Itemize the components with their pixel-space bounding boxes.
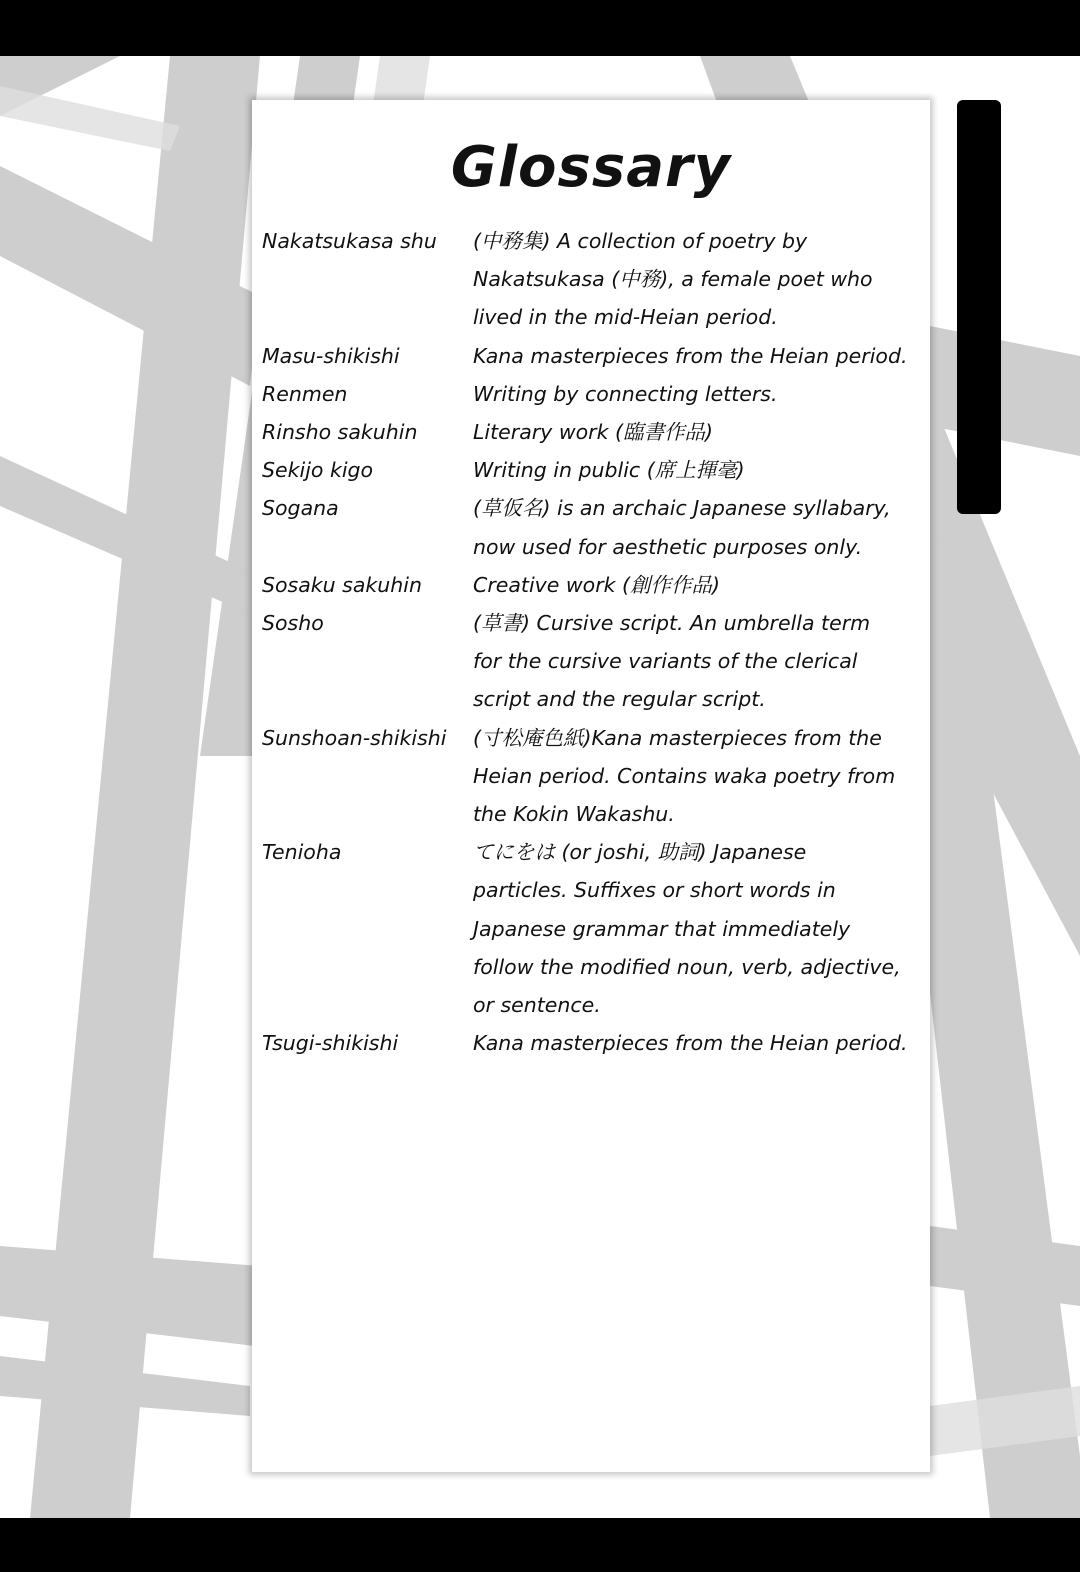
definition-line: (草仮名) is an archaic Japanese syllabary,: [473, 496, 891, 521]
glossary-definition: [473, 413, 925, 451]
definition-line: particles. Suffixes or short words in: [473, 878, 836, 903]
glossary-entry: [262, 413, 930, 451]
glossary-entry: [262, 451, 930, 489]
glossary-entry: [262, 375, 930, 413]
definition-line: Kana masterpieces from the Heian period.: [473, 1031, 908, 1056]
glossary-term: Sunshoan-shikishi: [262, 725, 447, 750]
definition-line: follow the modified noun, verb, adjective,: [473, 954, 901, 979]
glossary-entry: [262, 719, 930, 834]
glossary-definition: [473, 833, 925, 1024]
definition-line: Writing in public (席上揮毫): [473, 458, 745, 483]
glossary-definition: [473, 489, 925, 565]
glossary-entry: [262, 337, 930, 375]
glossary-definition: [473, 222, 925, 337]
definition-line: (寸松庵色紙)Kana masterpieces from the: [473, 725, 882, 750]
glossary-panel: [252, 100, 930, 1472]
glossary-entry: [262, 566, 930, 604]
top-black-bar: [0, 0, 1080, 56]
bottom-black-bar: [0, 1518, 1080, 1572]
glossary-term: Rinsho sakuhin: [262, 420, 418, 445]
glossary-term: Sosaku sakuhin: [262, 572, 422, 597]
definition-line: (草書) Cursive script. An umbrella term: [473, 611, 871, 636]
glossary-entry: [262, 604, 930, 719]
definition-line: or sentence.: [473, 993, 601, 1018]
definition-line: てにをは (or joshi, 助詞) Japanese: [473, 840, 807, 865]
definition-line: lived in the mid-Heian period.: [473, 305, 778, 330]
definition-line: (中務集) A collection of poetry by: [473, 229, 808, 253]
definition-line: now used for aesthetic purposes only.: [473, 534, 863, 559]
glossary-entry: [262, 222, 930, 337]
glossary-term: Sekijo kigo: [262, 458, 374, 483]
page-title: Glossary: [450, 135, 732, 200]
glossary-term: Tenioha: [262, 840, 342, 865]
glossary-definition: [473, 719, 925, 834]
glossary-definition: [473, 451, 925, 489]
glossary-definition: [473, 604, 925, 719]
glossary-term: Renmen: [262, 381, 348, 406]
definition-line: Kana masterpieces from the Heian period.: [473, 343, 908, 368]
definition-line: Japanese grammar that immediately: [473, 916, 851, 941]
chapter-side-tab: [957, 100, 1001, 514]
definition-line: for the cursive variants of the clerical: [473, 649, 858, 674]
definition-line: script and the regular script.: [473, 687, 766, 712]
glossary-definition: [473, 375, 925, 413]
glossary-term: Masu-shikishi: [262, 343, 400, 368]
glossary-term: Sosho: [262, 611, 324, 636]
glossary-entry: [262, 1024, 930, 1062]
glossary-list: [262, 222, 930, 1062]
definition-line: Nakatsukasa (中務), a female poet who: [473, 267, 873, 292]
definition-line: the Kokin Wakashu.: [473, 802, 675, 827]
definition-line: Creative work (創作作品): [473, 572, 721, 597]
glossary-entry: [262, 489, 930, 565]
definition-line: Heian period. Contains waka poetry from: [473, 763, 896, 788]
glossary-term: Nakatsukasa shu: [262, 229, 437, 253]
definition-line: Literary work (臨書作品): [473, 420, 713, 445]
glossary-definition: [473, 337, 925, 375]
glossary-definition: [473, 566, 925, 604]
glossary-term: Tsugi-shikishi: [262, 1031, 399, 1056]
glossary-entry: [262, 833, 930, 1024]
glossary-definition: [473, 1024, 925, 1062]
definition-line: Writing by connecting letters.: [473, 381, 778, 406]
glossary-term: Sogana: [262, 496, 339, 521]
